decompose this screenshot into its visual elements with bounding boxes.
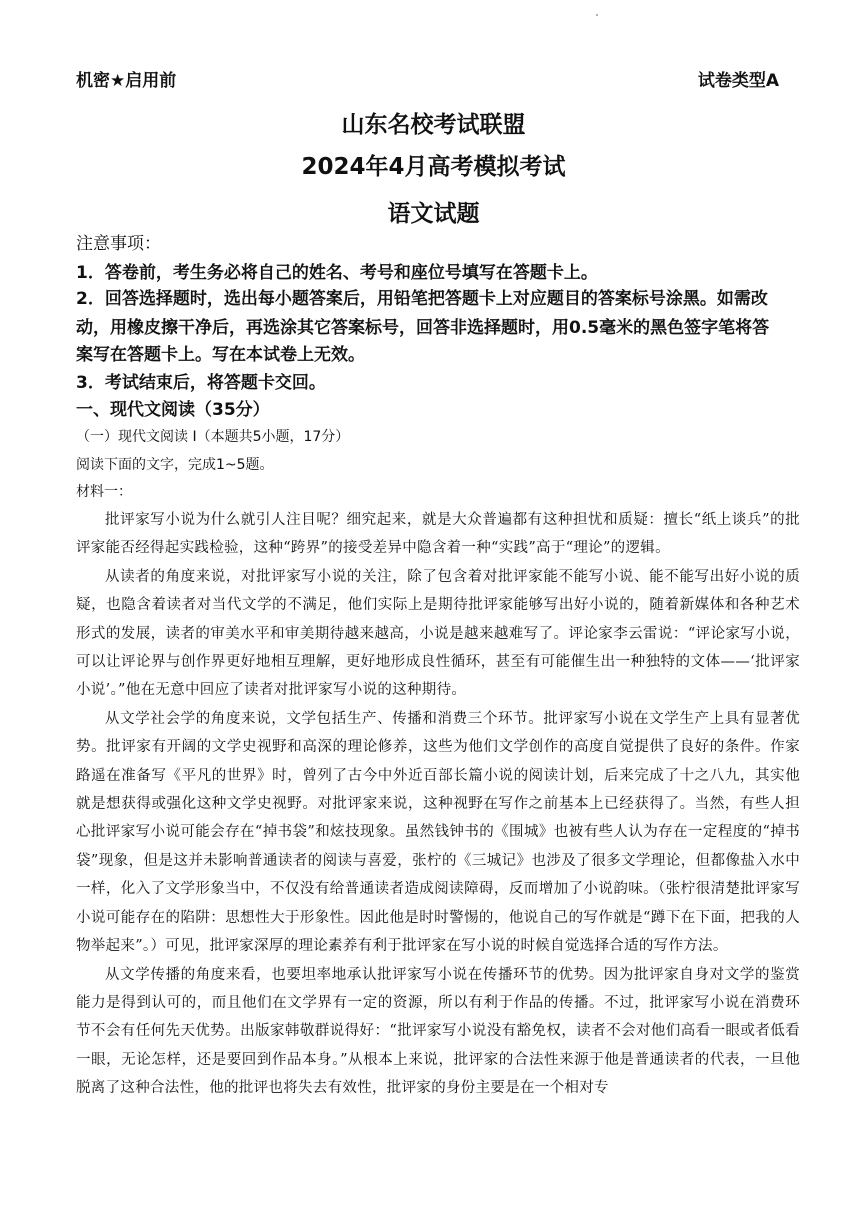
notice-item-2-line-1: 2．回答选择题时，选出每小题答案后，用铅笔把答题卡上对应题目的答案标号涂黑。如需改 <box>76 289 768 309</box>
exam-organizer-title: 山东名校考试联盟 <box>341 112 526 138</box>
paragraph: 从文学传播的角度来看，也要坦率地承认批评家写小说在传播环节的优势。因为批评家自身对文学的鉴赏能力是得到认可的，而且他们在文学界有一定的资源，所以有利于作品的传播。不过，批评家写小说在消费环节不会有任何先天优势。出版家韩敬群说得好：“批评家写小说没有豁免权，读者不会对他们高看一眼或者低看一眼，无论怎样，还是要回到作品本身。”从根本上来说，批评家的合法性来源于他是普通读者的代表，一旦他脱离了这种合法性，他的批评也将失去有效性，批评家的身份主要是在一个相对专 <box>76 966 800 1097</box>
exam-name-title: 2024年4月高考模拟考试 <box>301 154 566 180</box>
material-label: 材料一： <box>76 484 132 500</box>
notice-item-2-line-2: 动，用橡皮擦干净后，再选涂其它答案标号，回答非选择题时，用0.5毫米的黑色签字笔将答 <box>76 318 770 338</box>
paragraph: 批评家写小说为什么就引人注目呢？细究起来，就是大众普遍都有这种担忧和质疑：擅长“纸上谈兵”的批评家能否经得起实践检验，这种“跨界”的接受差异中隐含着一种“实践”高于“理论”的逻辑。 <box>76 512 800 557</box>
subject-title: 语文试题 <box>387 201 480 227</box>
paragraph: 从读者的角度来说，对批评家写小说的关注，除了包含着对批评家能不能写小说、能不能写出好小说的质疑，也隐含着读者对当代文学的不满足，他们实际上是期待批评家能够写出好小说的，随着新媒体和各种艺术形式的发展，读者的审美水平和审美期待越来越高，小说是越来越难写了。评论家李云雷说：“评论家写小说，可以让评论界与创作界更好地相互理解，更好地形成良性循环，甚至有可能催生出一种独特的文体——‘批评家小说’。”他在无意中回应了读者对批评家写小说的这种期待。 <box>76 568 800 699</box>
paragraph: 从文学社会学的角度来说，文学包括生产、传播和消费三个环节。批评家写小说在文学生产上具有显著优势。批评家有开阔的文学史视野和高深的理论修养，这些为他们文学创作的高度自觉提供了良好的条件。作家路遥在准备写《平凡的世界》时，曾列了古今中外近百部长篇小说的阅读计划，后来完成了十之八九，其实他就是想获得或强化这种文学史视野。对批评家来说，这种视野在写作之前基本上已经获得了。当然，有些人担心批评家写小说可能会存在“掉书袋”和炫技现象。虽然钱钟书的《围城》也被有些人认为存在一定程度的“掉书袋”现象，但是这并未影响普通读者的阅读与喜爱，张柠的《三城记》也涉及了很多文学理论，但都像盐入水中一样，化入了文学形象当中，不仅没有给普通读者造成阅读障碍，反而增加了小说韵味。（张柠很清楚批评家写小说可能存在的陷阱：思想性大于形象性。因此他是时时警惕的，他说自己的写作就是“蹲下在下面，把我的人物举起来”。）可见，批评家深厚的理论素养有利于批评家在写小说的时候自觉选择合适的写作方法。 <box>76 710 800 955</box>
reading-instruction: 阅读下面的文字，完成1~5题。 <box>76 457 274 473</box>
subsection-heading: （一）现代文阅读 I（本题共5小题，17分） <box>76 429 350 445</box>
material-body <box>76 506 800 1103</box>
notice-item-3: 3．考试结束后，将答题卡交回。 <box>76 373 326 393</box>
paper-type-label: 试卷类型A <box>697 71 779 91</box>
scan-speck <box>596 14 598 16</box>
notice-item-1: 1．答卷前，考生务必将自己的姓名、考号和座位号填写在答题卡上。 <box>76 263 598 283</box>
notice-heading: 注意事项： <box>76 234 161 254</box>
confidential-label: 机密★启用前 <box>76 71 177 91</box>
notice-item-2-line-3: 案写在答题卡上。写在本试卷上无效。 <box>76 345 365 365</box>
section-heading: 一、现代文阅读（35分） <box>76 400 270 420</box>
